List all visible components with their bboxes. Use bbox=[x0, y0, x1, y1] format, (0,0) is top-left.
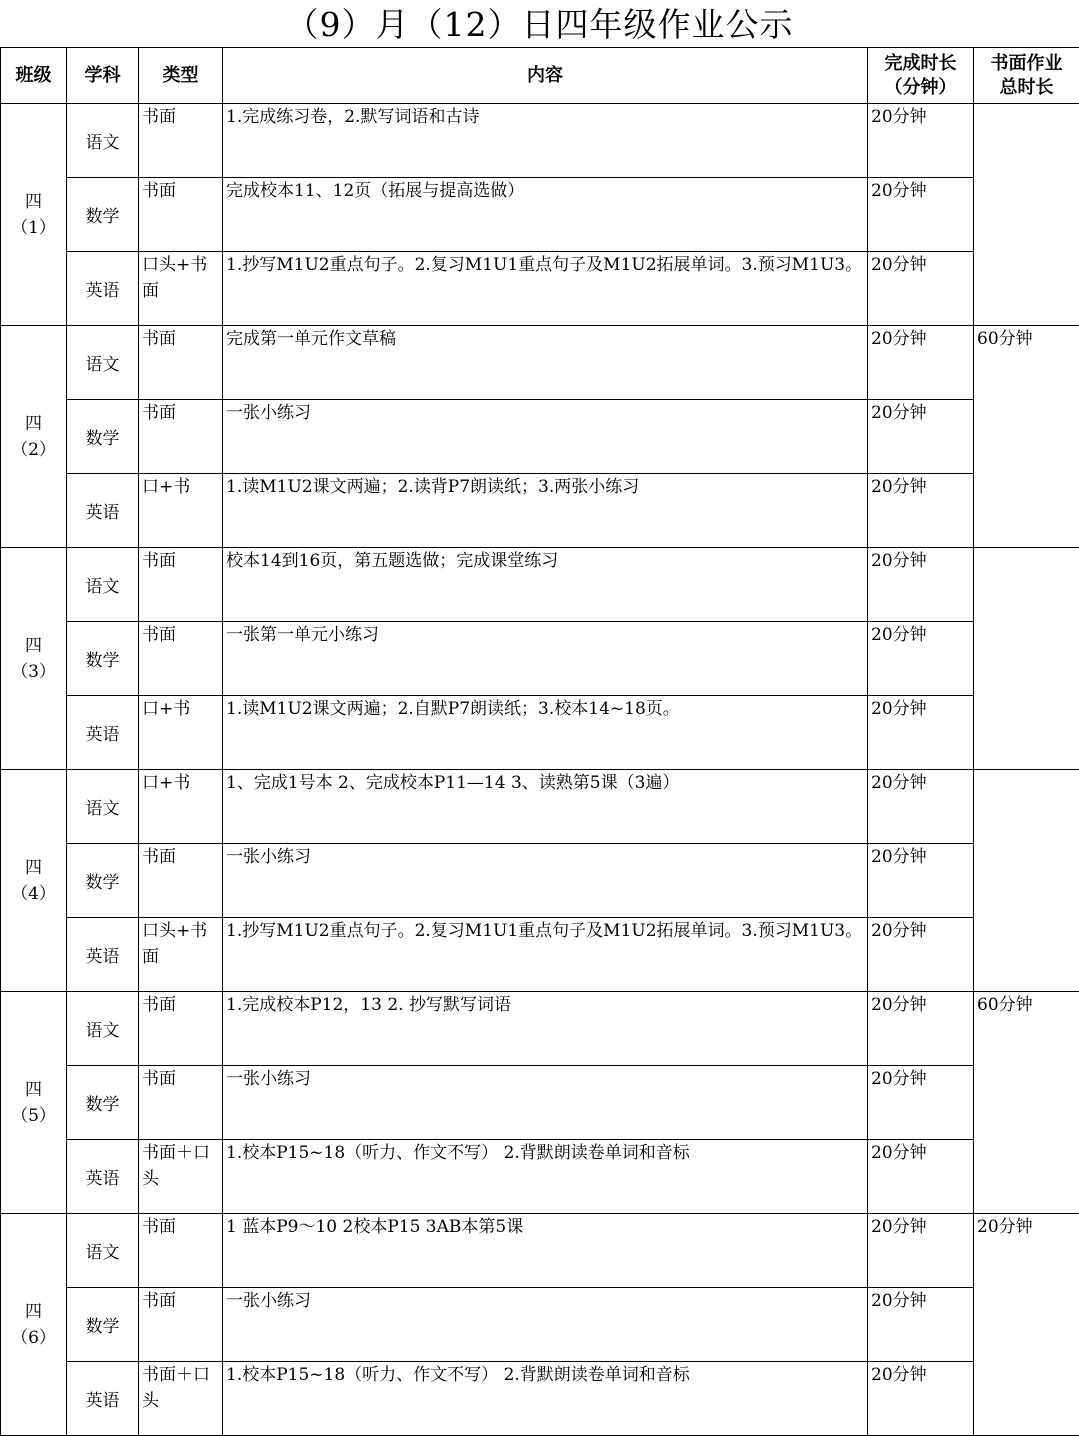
subject-cell: 语文 bbox=[67, 992, 139, 1066]
class-cell bbox=[1, 1214, 67, 1436]
type-cell: 书面 bbox=[139, 326, 223, 400]
time-cell: 20分钟 bbox=[868, 400, 974, 474]
content-cell: 校本14到16页，第五题选做；完成课堂练习 bbox=[223, 548, 868, 622]
header-content: 内容 bbox=[223, 48, 868, 104]
table-row bbox=[1, 1288, 1079, 1362]
content-cell: 1.读M1U2课文两遍；2.读背P7朗读纸；3.两张小练习 bbox=[223, 474, 868, 548]
time-cell: 20分钟 bbox=[868, 326, 974, 400]
header-time-line1: 完成时长 bbox=[885, 53, 957, 74]
type-cell: 口+书 bbox=[139, 770, 223, 844]
time-cell: 20分钟 bbox=[868, 474, 974, 548]
type-cell: 口+书 bbox=[139, 696, 223, 770]
class-cell bbox=[1, 326, 67, 548]
table-row bbox=[1, 1362, 1079, 1436]
header-total-line2: 总时长 bbox=[1000, 77, 1054, 98]
class-name: 四 bbox=[1, 1077, 66, 1103]
time-cell: 20分钟 bbox=[868, 770, 974, 844]
type-cell: 书面 bbox=[139, 992, 223, 1066]
content-cell: 1 蓝本P9～10 2校本P15 3AB本第5课 bbox=[223, 1214, 868, 1288]
table-row bbox=[1, 696, 1079, 770]
table-row bbox=[1, 1214, 1079, 1288]
class-name: 四 bbox=[1, 189, 66, 215]
content-cell: 一张小练习 bbox=[223, 1288, 868, 1362]
table-row bbox=[1, 770, 1079, 844]
type-cell: 书面 bbox=[139, 104, 223, 178]
subject-cell: 数学 bbox=[67, 178, 139, 252]
subject-cell: 数学 bbox=[67, 622, 139, 696]
type-cell: 书面 bbox=[139, 1214, 223, 1288]
total-cell bbox=[974, 770, 1079, 992]
type-cell: 书面＋口头 bbox=[139, 1362, 223, 1436]
time-cell: 20分钟 bbox=[868, 178, 974, 252]
page-title: （9）月（12）日四年级作业公示 bbox=[0, 0, 1079, 47]
content-cell: 1.完成练习卷，2.默写词语和古诗 bbox=[223, 104, 868, 178]
time-cell: 20分钟 bbox=[868, 252, 974, 326]
class-name: 四 bbox=[1, 633, 66, 659]
time-cell: 20分钟 bbox=[868, 104, 974, 178]
table-row bbox=[1, 178, 1079, 252]
subject-cell: 语文 bbox=[67, 548, 139, 622]
content-cell: 一张第一单元小练习 bbox=[223, 622, 868, 696]
header-type: 类型 bbox=[139, 48, 223, 104]
header-time-line2: （分钟） bbox=[885, 77, 957, 98]
table-row bbox=[1, 104, 1079, 178]
subject-cell: 语文 bbox=[67, 104, 139, 178]
class-number: （3） bbox=[1, 659, 66, 685]
content-cell: 1、完成1号本 2、完成校本P11—14 3、读熟第5课（3遍） bbox=[223, 770, 868, 844]
class-name: 四 bbox=[1, 855, 66, 881]
class-number: （4） bbox=[1, 881, 66, 907]
time-cell: 20分钟 bbox=[868, 696, 974, 770]
content-cell: 1.完成校本P12，13 2. 抄写默写词语 bbox=[223, 992, 868, 1066]
subject-cell: 数学 bbox=[67, 844, 139, 918]
type-cell: 书面＋口头 bbox=[139, 1140, 223, 1214]
type-cell: 口头+书面 bbox=[139, 918, 223, 992]
time-cell: 20分钟 bbox=[868, 1214, 974, 1288]
table-row bbox=[1, 992, 1079, 1066]
header-row bbox=[1, 48, 1079, 104]
subject-cell: 数学 bbox=[67, 400, 139, 474]
table-row bbox=[1, 918, 1079, 992]
header-time bbox=[868, 48, 974, 104]
header-subject: 学科 bbox=[67, 48, 139, 104]
type-cell: 书面 bbox=[139, 844, 223, 918]
time-cell: 20分钟 bbox=[868, 992, 974, 1066]
time-cell: 20分钟 bbox=[868, 1362, 974, 1436]
type-cell: 口+书 bbox=[139, 474, 223, 548]
subject-cell: 英语 bbox=[67, 474, 139, 548]
type-cell: 书面 bbox=[139, 1066, 223, 1140]
header-class: 班级 bbox=[1, 48, 67, 104]
table-row bbox=[1, 400, 1079, 474]
subject-cell: 数学 bbox=[67, 1288, 139, 1362]
type-cell: 口头+书面 bbox=[139, 252, 223, 326]
time-cell: 20分钟 bbox=[868, 844, 974, 918]
subject-cell: 语文 bbox=[67, 1214, 139, 1288]
subject-cell: 数学 bbox=[67, 1066, 139, 1140]
header-total bbox=[974, 48, 1079, 104]
homework-table bbox=[0, 47, 1079, 1436]
time-cell: 20分钟 bbox=[868, 622, 974, 696]
total-cell: 60分钟 bbox=[974, 326, 1079, 548]
content-cell: 1.抄写M1U2重点句子。2.复习M1U1重点句子及M1U2拓展单词。3.预习M1U3。 bbox=[223, 918, 868, 992]
time-cell: 20分钟 bbox=[868, 1288, 974, 1362]
time-cell: 20分钟 bbox=[868, 548, 974, 622]
type-cell: 书面 bbox=[139, 622, 223, 696]
class-cell bbox=[1, 992, 67, 1214]
table-row bbox=[1, 326, 1079, 400]
type-cell: 书面 bbox=[139, 400, 223, 474]
content-cell: 完成校本11、12页（拓展与提高选做） bbox=[223, 178, 868, 252]
table-row bbox=[1, 252, 1079, 326]
table-row bbox=[1, 474, 1079, 548]
subject-cell: 英语 bbox=[67, 1140, 139, 1214]
time-cell: 20分钟 bbox=[868, 918, 974, 992]
content-cell: 1.抄写M1U2重点句子。2.复习M1U1重点句子及M1U2拓展单词。3.预习M1U3。 bbox=[223, 252, 868, 326]
total-cell bbox=[974, 548, 1079, 770]
time-cell: 20分钟 bbox=[868, 1140, 974, 1214]
type-cell: 书面 bbox=[139, 548, 223, 622]
content-cell: 1.校本P15~18（听力、作文不写） 2.背默朗读卷单词和音标 bbox=[223, 1140, 868, 1214]
content-cell: 一张小练习 bbox=[223, 1066, 868, 1140]
total-cell bbox=[974, 104, 1079, 326]
total-cell: 20分钟 bbox=[974, 1214, 1079, 1436]
class-name: 四 bbox=[1, 411, 66, 437]
class-cell bbox=[1, 548, 67, 770]
subject-cell: 英语 bbox=[67, 696, 139, 770]
time-cell: 20分钟 bbox=[868, 1066, 974, 1140]
table-row bbox=[1, 548, 1079, 622]
table-row bbox=[1, 844, 1079, 918]
class-number: （2） bbox=[1, 437, 66, 463]
class-number: （5） bbox=[1, 1103, 66, 1129]
class-cell bbox=[1, 770, 67, 992]
class-name: 四 bbox=[1, 1299, 66, 1325]
table-row bbox=[1, 1066, 1079, 1140]
type-cell: 书面 bbox=[139, 1288, 223, 1362]
subject-cell: 英语 bbox=[67, 252, 139, 326]
total-cell: 60分钟 bbox=[974, 992, 1079, 1214]
table-row bbox=[1, 1140, 1079, 1214]
subject-cell: 语文 bbox=[67, 326, 139, 400]
class-cell bbox=[1, 104, 67, 326]
content-cell: 完成第一单元作文草稿 bbox=[223, 326, 868, 400]
content-cell: 1.读M1U2课文两遍；2.自默P7朗读纸；3.校本14~18页。 bbox=[223, 696, 868, 770]
content-cell: 1.校本P15~18（听力、作文不写） 2.背默朗读卷单词和音标 bbox=[223, 1362, 868, 1436]
class-number: （6） bbox=[1, 1325, 66, 1351]
subject-cell: 英语 bbox=[67, 1362, 139, 1436]
subject-cell: 语文 bbox=[67, 770, 139, 844]
table-row bbox=[1, 622, 1079, 696]
table-body bbox=[1, 104, 1079, 1436]
type-cell: 书面 bbox=[139, 178, 223, 252]
header-total-line1: 书面作业 bbox=[991, 53, 1063, 74]
class-number: （1） bbox=[1, 215, 66, 241]
content-cell: 一张小练习 bbox=[223, 844, 868, 918]
subject-cell: 英语 bbox=[67, 918, 139, 992]
content-cell: 一张小练习 bbox=[223, 400, 868, 474]
